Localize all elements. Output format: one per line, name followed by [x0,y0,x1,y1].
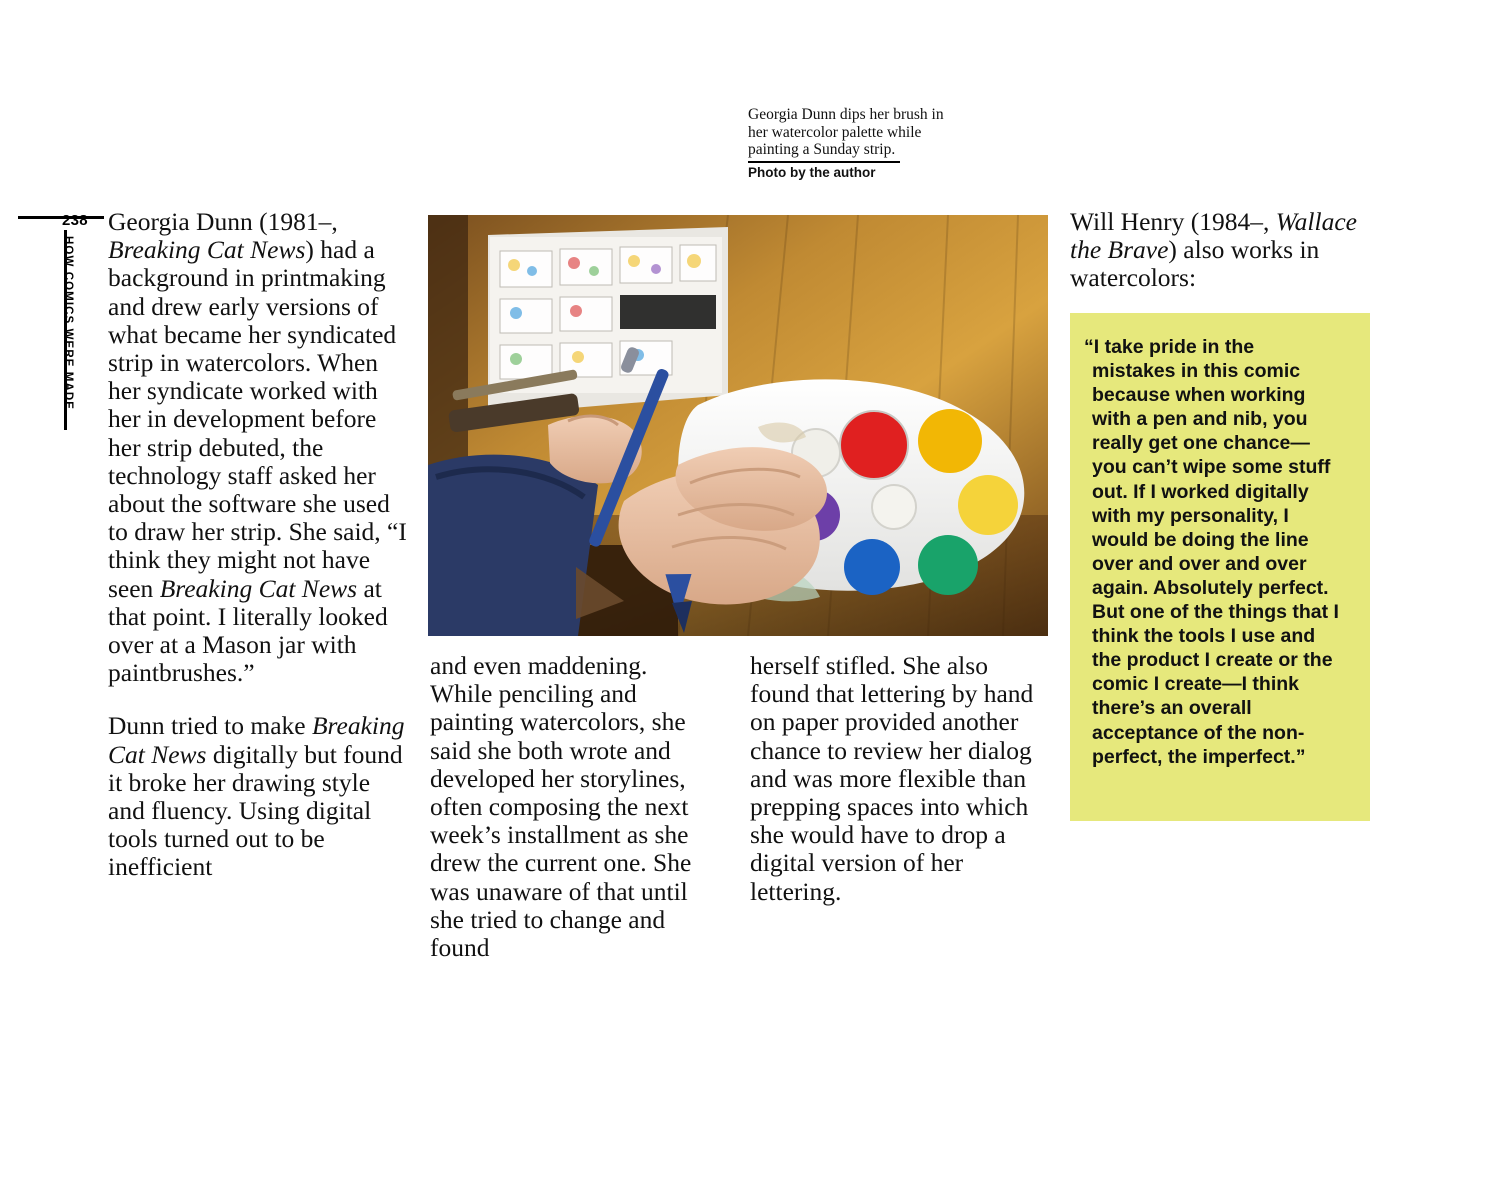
will-henry-intro: Will Henry (1984–, Wallace the Brave) also works in watercolors: [1070,207,1357,293]
running-head: HOW COMICS WERE MADE [62,236,74,411]
paragraph: herself stifled. She also found that lettering by hand on paper provided another chance to review her dialog and was more flexible than prepping spaces into which she would have to drop a digital version of her lettering. [750,651,1034,906]
paragraph: Georgia Dunn (1981–, Breaking Cat News) had a background in printmaking and drew early versions of what became her syndicated strip in watercolors. When her syndicate worked with her in development before her strip debuted, the technology staff asked her about the software she used to draw her strip. She said, “I think they might not have seen Breaking Cat News at that point. I literally looked over at a Mason jar with paintbrushes.” [108,207,407,688]
caption-text: Georgia Dunn dips her brush in her watercolor palette while painting a Sunday strip. [748,106,944,158]
body-column-3 [750,652,1050,906]
paragraph: and even maddening. While penciling and painting watercolors, she said she both wrote and developed her storylines, often composing the next week’s installment as she drew the current one. She was unaware of that until she tried to change and found [430,651,692,963]
pullquote-text: “I take pride in the mistakes in this comic because when working with a pen and nib, you really get one chance—you can’t wipe some stuff out. If I worked digitally with my personality, I would be doing the line over and over and over again. Absolutely perfect. But one of the things that I think the tools I use and the product I create or the comic I create—I think there’s an overall acceptance of the non-perfect, the imperfect.” [1084,336,1339,768]
page-number: 238 [62,212,88,229]
pullquote-box [1070,313,1370,821]
photo-illustration [428,215,1048,636]
caption-credit: Photo by the author [748,164,876,180]
folio-rule [18,216,104,219]
body-column-1 [108,208,413,882]
photo-caption [748,106,953,181]
body-column-2 [430,652,710,962]
caption-rule [748,161,900,163]
paragraph: Dunn tried to make Breaking Cat News digitally but found it broke her drawing style and fluency. Using digital tools turned out to be inefficient [108,711,405,882]
photo-watercolor-painting [428,215,1048,636]
